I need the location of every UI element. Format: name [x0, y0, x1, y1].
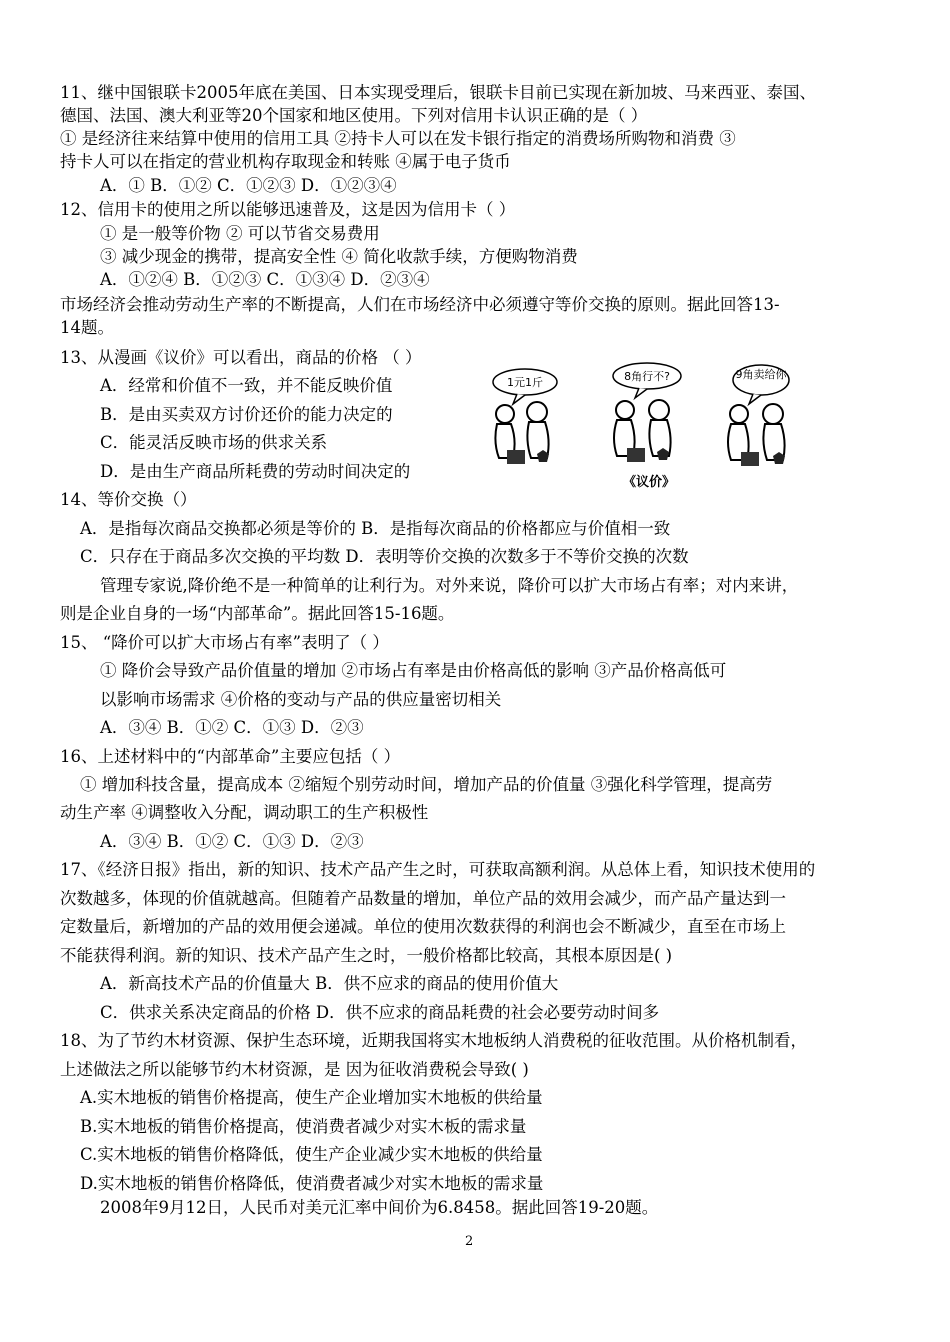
text-line-4: 持卡人可以在指定的营业机构存取现金和转账 ④属于电子货币	[60, 152, 511, 171]
bubble-text-1: 1元1斤	[507, 376, 543, 389]
text-line-31: 次数越多，体现的价值就越高。但随着产品数量的增加，单位产品的效用会减少，而产品产量达到一	[60, 889, 786, 908]
text-line-1: 11、继中国银联卡2005年底在美国、日本实现受理后，银联卡目前已实现在新加坡、马来西亚、泰国、	[60, 83, 816, 102]
text-line-18: A．是指每次商品交换都必须是等价的 B．是指每次商品的价格都应与价值相一致	[80, 519, 671, 538]
text-line-23: ① 降价会导致产品价值量的增加 ②市场占有率是由价格高低的影响 ③产品价格高低可	[100, 661, 727, 680]
text-line-19: C．只存在于商品多次交换的平均数 D．表明等价交换的次数多于不等价交换的次数	[80, 547, 689, 566]
text-line-5: A．① B．①② C．①②③ D．①②③④	[100, 176, 397, 195]
text-line-8: ③ 减少现金的携带，提高安全性 ④ 简化收款手续，方便购物消费	[100, 247, 578, 266]
text-line-32: 定数量后，新增加的产品的效用便会递减。单位的使用次数获得的利润也会不断减少，直至在市场上	[60, 917, 786, 936]
text-line-38: A.实木地板的销售价格提高，使生产企业增加实木地板的供给量	[80, 1088, 543, 1107]
text-line-24: 以影响市场需求 ④价格的变动与产品的供应量密切相关	[100, 690, 502, 709]
cartoon-panel-2	[613, 363, 681, 462]
bubble-text-3: 9角卖给你	[735, 368, 787, 381]
text-line-15: C．能灵活反映市场的供求关系	[100, 433, 328, 452]
text-line-25: A．③④ B．①② C．①③ D．②③	[100, 718, 364, 737]
text-line-33: 不能获得利润。新的知识、技术产品产生之时，一般价格都比较高，其根本原因是( )	[60, 946, 673, 965]
text-line-3: ① 是经济往来结算中使用的信用工具 ②持卡人可以在发卡银行指定的消费场所购物和消费 ③	[60, 129, 736, 148]
text-line-41: D.实木地板的销售价格降低，使消费者减少对实木地板的需求量	[80, 1174, 544, 1193]
text-line-17: 14、等价交换（）	[60, 490, 197, 509]
text-line-10: 市场经济会推动劳动生产率的不断提高，人们在市场经济中必须遵守等价交换的原则。据此回答13-	[60, 295, 780, 314]
text-line-36: 18、为了节约木材资源、保护生态环境，近期我国将实木地板纳人消费税的征收范围。从价格机制看，	[60, 1031, 807, 1050]
bubble-text-2: 8角行不?	[624, 370, 670, 383]
text-line-39: B.实木地板的销售价格提高，使消费者减少对实木板的需求量	[80, 1117, 527, 1136]
text-line-27: ① 增加科技含量，提高成本 ②缩短个别劳动时间，增加产品的价值量 ③强化科学管理，提高劳	[80, 775, 773, 794]
text-line-35: C．供求关系决定商品的价格 D．供不应求的商品耗费的社会必要劳动时间多	[100, 1003, 660, 1022]
text-line-13: A．经常和价值不一致，并不能反映价值	[100, 376, 393, 395]
text-line-11: 14题。	[60, 318, 114, 337]
text-line-7: ① 是一般等价物 ② 可以节省交易费用	[100, 224, 380, 243]
text-line-20: 管理专家说,降价绝不是一种简单的让利行为。对外来说，降价可以扩大市场占有率；对内来讲，	[100, 576, 799, 595]
text-line-9: A．①②④ B．①②③ C．①③④ D．②③④	[100, 270, 430, 289]
text-line-12: 13、从漫画《议价》可以看出，商品的价格 （ ）	[60, 348, 422, 367]
text-line-37: 上述做法之所以能够节约木材资源，是 因为征收消费税会导致( )	[60, 1060, 529, 1079]
text-line-34: A．新高技术产品的价值量大 B．供不应求的商品的使用价值大	[100, 974, 559, 993]
text-line-40: C.实木地板的销售价格降低，使生产企业减少实木地板的供给量	[80, 1145, 543, 1164]
text-line-16: D．是由生产商品所耗费的劳动时间决定的	[100, 462, 411, 481]
cartoon-panel-1	[493, 369, 557, 464]
text-line-14: B．是由买卖双方讨价还价的能力决定的	[100, 405, 393, 424]
text-line-26: 16、上述材料中的“内部革命”主要应包括（ ）	[60, 747, 401, 766]
cartoon-figure	[477, 362, 822, 492]
text-line-6: 12、信用卡的使用之所以能够迅速普及，这是因为信用卡（ ）	[60, 200, 516, 219]
page-number: 2	[465, 1234, 474, 1249]
text-line-22: 15、 “降价可以扩大市场占有率”表明了（ ）	[60, 633, 389, 652]
text-line-28: 动生产率 ④调整收入分配，调动职工的生产积极性	[60, 803, 429, 822]
text-line-21: 则是企业自身的一场“内部革命”。据此回答15-16题。	[60, 604, 455, 623]
text-line-2: 德国、法国、澳大利亚等20个国家和地区使用。下列对信用卡认识正确的是（ ）	[60, 106, 648, 125]
text-line-29: A．③④ B．①② C．①③ D．②③	[100, 832, 364, 851]
cartoon-caption: 《议价》	[622, 475, 676, 490]
cartoon-panel-3	[728, 365, 789, 466]
text-line-42: 2008年9月12日，人民币对美元汇率中间价为6.8458。据此回答19-20题。	[100, 1198, 659, 1217]
text-line-30: 17、《经济日报》指出，新的知识、技术产品产生之时，可获取高额利润。从总体上看，知识技术使用的	[60, 860, 816, 879]
